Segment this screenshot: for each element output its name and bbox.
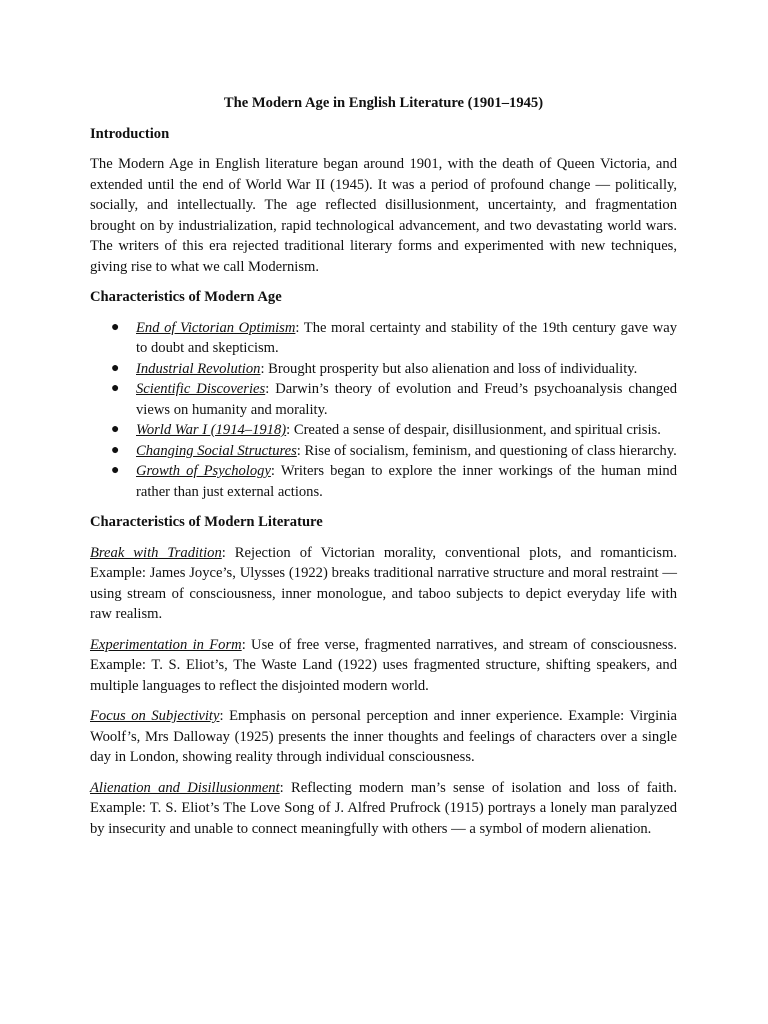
document-title: The Modern Age in English Literature (1901–1945) xyxy=(223,95,544,111)
list-item-term: Changing Social Structures xyxy=(136,442,297,459)
heading-modern-age: Characteristics of Modern Age xyxy=(90,289,282,305)
paragraph-text: : Rejection of Victorian morality, conventional plots, and romanticism. Example: James Joyce’s, Ulysses (1922) breaks traditional narrative structure and moral restraint — using stream of consciousness, inner monologue, and taboo subjects to depict everyday life with raw realism. xyxy=(90,544,677,622)
literature-paragraph xyxy=(90,778,677,840)
bullet-icon: ● xyxy=(111,360,120,376)
paragraph-term: Experimentation in Form xyxy=(90,636,242,653)
literature-paragraph xyxy=(90,543,677,625)
list-item xyxy=(90,318,677,359)
paragraph-term: Focus on Subjectivity xyxy=(90,708,220,724)
list-item-text: : Brought prosperity but also alienation and loss of individuality. xyxy=(260,360,638,377)
list-item xyxy=(90,461,677,502)
heading-introduction: Introduction xyxy=(90,125,170,142)
paragraph-term: Alienation and Disillusionment xyxy=(90,779,280,796)
bullet-icon: ● xyxy=(111,422,120,437)
list-item-term: Scientific Discoveries xyxy=(136,381,266,397)
modern-age-list xyxy=(90,318,677,503)
literature-paragraph xyxy=(90,706,677,768)
bullet-icon: ● xyxy=(111,442,120,458)
introduction-paragraph: The Modern Age in English literature began around 1901, with the death of Queen Victoria, and extended until the end of World War II (1945). It was a period of profound change — politically, socially, and intellectually. The age reflected disillusionment, uncertainty, and fragmentation brought on by industrialization, rapid technological advancement, and two devastating world wars. The writers of this era rejected traditional literary forms and experimented with new techniques, giving rise to what we call Modernism. xyxy=(90,156,677,275)
paragraph-text: : Emphasis on personal perception and inner experience. Example: Virginia Woolf’s, Mrs Dalloway (1925) presents the inner thoughts and feelings of characters over a single day in London, showing reality through individual consciousness. xyxy=(90,708,677,765)
list-item-term: World War I (1914–1918) xyxy=(136,422,287,438)
bullet-icon: ● xyxy=(111,319,120,335)
list-item xyxy=(90,379,677,420)
paragraph-term: Break with Tradition xyxy=(90,544,222,561)
bullet-icon: ● xyxy=(111,463,120,478)
bullet-icon: ● xyxy=(111,381,120,396)
list-item-text: : Created a sense of despair, disillusionment, and spiritual crisis. xyxy=(286,422,661,438)
paragraph-text: : Reflecting modern man’s sense of isolation and loss of faith. Example: T. S. Eliot’s The Love Song of J. Alfred Prufrock (1915) portrays a lonely man paralyzed by insecurity and unable to connect meaningfully with others — a symbol of modern alienation. xyxy=(90,779,678,837)
paragraph-text: : Use of free verse, fragmented narratives, and stream of consciousness. Example: T. S. Eliot’s, The Waste Land (1922) uses fragmented structure, shifting speakers, and multiple languages to reflect the disjointed modern world. xyxy=(90,636,677,694)
literature-paragraph xyxy=(90,635,677,697)
list-item-text: : Darwin’s theory of evolution and Freud’s psychoanalysis changed views on humanity and morality. xyxy=(136,381,678,418)
list-item-term: End of Victorian Optimism xyxy=(136,319,296,336)
document-page xyxy=(90,93,677,849)
list-item-text: : Rise of socialism, feminism, and questioning of class hierarchy. xyxy=(296,442,677,459)
heading-modern-literature: Characteristics of Modern Literature xyxy=(90,514,323,530)
list-item xyxy=(90,420,677,441)
list-item xyxy=(90,441,677,462)
list-item xyxy=(90,359,677,380)
list-item-term: Industrial Revolution xyxy=(136,360,261,377)
list-item-term: Growth of Psychology xyxy=(136,463,271,479)
list-item-text: : The moral certainty and stability of the 19th century gave way to doubt and skepticism. xyxy=(136,319,677,356)
list-item-text: : Writers began to explore the inner workings of the human mind rather than just external actions. xyxy=(136,463,677,500)
